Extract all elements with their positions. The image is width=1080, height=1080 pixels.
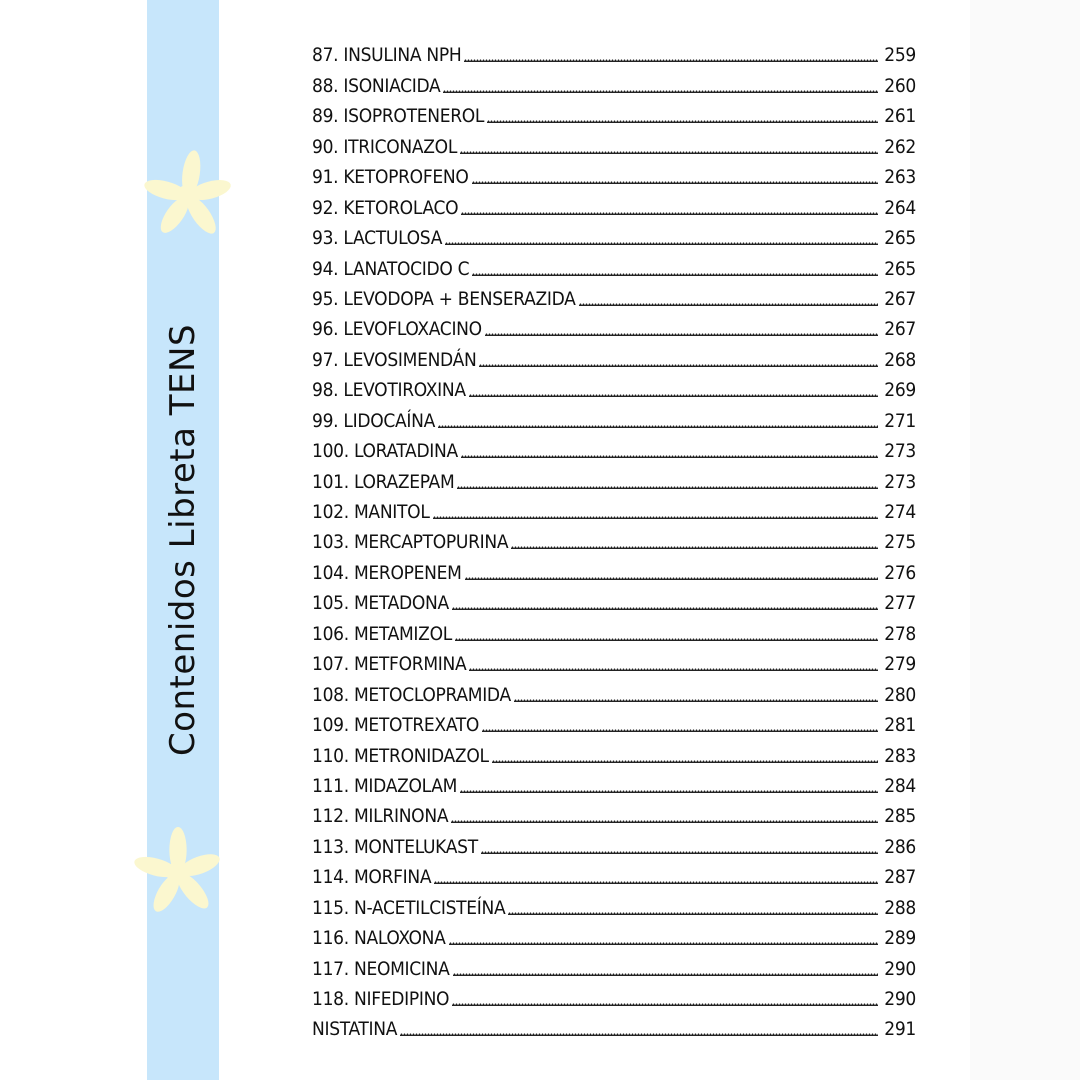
toc-entry-title: NISTATINA xyxy=(312,1018,398,1041)
dot-leader xyxy=(452,1003,878,1006)
toc-entry-page: 285 xyxy=(884,805,916,828)
dot-leader xyxy=(487,120,878,123)
dot-leader xyxy=(452,607,878,610)
toc-entry-page: 260 xyxy=(884,74,916,97)
dot-leader xyxy=(579,303,878,306)
toc-entry-title: 97. LEVOSIMENDÁN xyxy=(312,348,477,371)
dot-leader xyxy=(451,820,878,823)
dot-leader xyxy=(464,59,878,62)
dot-leader xyxy=(472,273,878,276)
toc-entry xyxy=(312,221,916,251)
toc-entry-title: 104. MEROPENEM xyxy=(312,561,462,584)
toc-entry xyxy=(312,647,916,677)
dot-leader xyxy=(449,942,878,945)
dot-leader xyxy=(481,851,878,854)
toc-entry-page: 276 xyxy=(884,561,916,584)
table-of-contents xyxy=(312,38,916,1042)
toc-entry-page: 281 xyxy=(884,714,916,737)
toc-entry-page: 278 xyxy=(884,622,916,645)
toc-entry xyxy=(312,525,916,555)
toc-entry-page: 271 xyxy=(884,409,916,432)
toc-entry-page: 289 xyxy=(884,927,916,950)
dot-leader xyxy=(469,394,878,397)
toc-entry-title: 92. KETOROLACO xyxy=(312,196,459,219)
toc-entry-title: 89. ISOPROTENEROL xyxy=(312,105,485,128)
toc-entry-title: 96. LEVOFLOXACINO xyxy=(312,318,482,341)
toc-entry-page: 288 xyxy=(884,896,916,919)
toc-entry-title: 102. MANITOL xyxy=(312,501,430,523)
toc-entry-page: 280 xyxy=(884,683,916,706)
toc-entry-title: 95. LEVODOPA + BENSERAZIDA xyxy=(312,287,576,310)
dot-leader xyxy=(400,1033,878,1036)
dot-leader xyxy=(514,699,878,702)
dot-leader xyxy=(460,790,878,793)
toc-entry xyxy=(312,586,916,616)
dot-leader xyxy=(434,881,878,884)
dot-leader xyxy=(492,760,878,763)
toc-entry xyxy=(312,190,916,220)
toc-entry-title: 114. MORFINA xyxy=(312,866,432,889)
dot-leader xyxy=(472,181,879,184)
toc-entry-title: 115. N-ACETILCISTEÍNA xyxy=(312,896,506,919)
toc-entry-title: 93. LACTULOSA xyxy=(312,227,443,250)
toc-entry-title: 90. ITRICONAZOL xyxy=(312,135,458,158)
dot-leader xyxy=(482,729,878,732)
dot-leader xyxy=(465,577,878,580)
toc-entry xyxy=(312,921,916,951)
dot-leader xyxy=(443,90,878,93)
toc-entry xyxy=(312,860,916,890)
dot-leader xyxy=(438,425,878,428)
toc-entry xyxy=(312,769,916,799)
toc-entry xyxy=(312,616,916,646)
dot-leader xyxy=(453,973,878,976)
toc-entry-page: 263 xyxy=(884,166,916,189)
toc-entry-title: 106. METAMIZOL xyxy=(312,622,452,645)
toc-entry-title: 112. MILRINONA xyxy=(312,805,449,828)
toc-entry-title: 117. NEOMICINA xyxy=(312,957,450,980)
dot-leader xyxy=(469,668,878,671)
dot-leader xyxy=(511,546,878,549)
dot-leader xyxy=(460,151,878,154)
toc-entry xyxy=(312,464,916,494)
toc-entry-page: 283 xyxy=(884,744,916,767)
toc-entry-page: 287 xyxy=(884,866,916,889)
dot-leader xyxy=(455,638,878,641)
toc-entry-page: 286 xyxy=(884,835,916,858)
toc-entry-title: 99. LIDOCAÍNA xyxy=(312,409,436,432)
toc-entry-page: 259 xyxy=(884,44,916,67)
toc-entry xyxy=(312,677,916,707)
dot-leader xyxy=(433,516,878,519)
toc-entry-page: 267 xyxy=(884,318,916,341)
toc-entry-title: 103. MERCAPTOPURINA xyxy=(312,531,509,554)
toc-entry-title: 101. LORAZEPAM xyxy=(312,470,455,493)
toc-entry xyxy=(312,99,916,129)
toc-entry-page: 267 xyxy=(884,287,916,310)
toc-entry xyxy=(312,129,916,159)
toc-entry-page: 277 xyxy=(884,592,916,615)
dot-leader xyxy=(461,455,878,458)
dot-leader xyxy=(479,364,878,367)
toc-entry xyxy=(312,160,916,190)
toc-entry xyxy=(312,68,916,98)
toc-entry-title: 113. MONTELUKAST xyxy=(312,835,478,858)
toc-entry xyxy=(312,982,916,1012)
toc-entry xyxy=(312,373,916,403)
toc-entry xyxy=(312,38,916,68)
toc-entry xyxy=(312,738,916,768)
toc-entry xyxy=(312,951,916,981)
toc-entry-page: 269 xyxy=(884,379,916,402)
toc-entry xyxy=(312,799,916,829)
flower-icon xyxy=(140,148,236,244)
toc-entry-title: 94. LANATOCIDO C xyxy=(312,257,470,280)
toc-entry-title: 116. NALOXONA xyxy=(312,927,446,950)
toc-entry xyxy=(312,829,916,859)
toc-entry-page: 268 xyxy=(884,348,916,371)
toc-entry xyxy=(312,1012,916,1042)
toc-entry xyxy=(312,342,916,372)
toc-entry xyxy=(312,282,916,312)
toc-entry-title: 111. MIDAZOLAM xyxy=(312,774,458,797)
toc-entry-page: 265 xyxy=(884,257,916,280)
toc-entry-page: 290 xyxy=(884,957,916,980)
right-margin xyxy=(970,0,1080,1080)
toc-entry-page: 273 xyxy=(884,440,916,463)
toc-entry-page: 265 xyxy=(884,227,916,250)
toc-entry xyxy=(312,312,916,342)
toc-entry-title: 87. INSULINA NPH xyxy=(312,44,462,67)
toc-entry-page: 262 xyxy=(884,135,916,158)
toc-entry-title: 109. METOTREXATO xyxy=(312,714,480,737)
toc-entry-title: 98. LEVOTIROXINA xyxy=(312,379,466,402)
flower-icon xyxy=(130,825,226,921)
toc-entry-page: 264 xyxy=(884,196,916,219)
toc-entry-title: 108. METOCLOPRAMIDA xyxy=(312,683,511,706)
toc-entry-title: 107. METFORMINA xyxy=(312,653,467,676)
toc-entry-page: 290 xyxy=(884,988,916,1010)
toc-entry xyxy=(312,555,916,585)
toc-entry-page: 284 xyxy=(884,774,916,797)
dot-leader xyxy=(461,212,878,215)
toc-entry xyxy=(312,251,916,281)
dot-leader xyxy=(457,486,878,489)
toc-entry-page: 261 xyxy=(884,105,916,128)
toc-entry-page: 279 xyxy=(884,653,916,676)
toc-entry-title: 100. LORATADINA xyxy=(312,440,458,463)
dot-leader xyxy=(485,333,878,336)
toc-entry-title: 91. KETOPROFENO xyxy=(312,166,469,189)
sidebar-title: Contenidos Libreta TENS xyxy=(163,323,203,757)
toc-entry xyxy=(312,890,916,920)
toc-entry-title: 88. ISONIACIDA xyxy=(312,74,441,97)
toc-entry-title: 105. METADONA xyxy=(312,592,449,615)
toc-entry-page: 291 xyxy=(884,1018,916,1041)
toc-entry xyxy=(312,434,916,464)
toc-entry-page: 274 xyxy=(884,501,916,523)
toc-entry-page: 273 xyxy=(884,470,916,493)
toc-entry xyxy=(312,708,916,738)
dot-leader xyxy=(508,912,878,915)
toc-entry-title: 118. NIFEDIPINO xyxy=(312,988,450,1010)
left-margin xyxy=(0,0,147,1080)
toc-entry-page: 275 xyxy=(884,531,916,554)
toc-entry-title: 110. METRONIDAZOL xyxy=(312,744,489,767)
toc-entry xyxy=(312,495,916,525)
dot-leader xyxy=(445,242,878,245)
toc-entry xyxy=(312,403,916,433)
